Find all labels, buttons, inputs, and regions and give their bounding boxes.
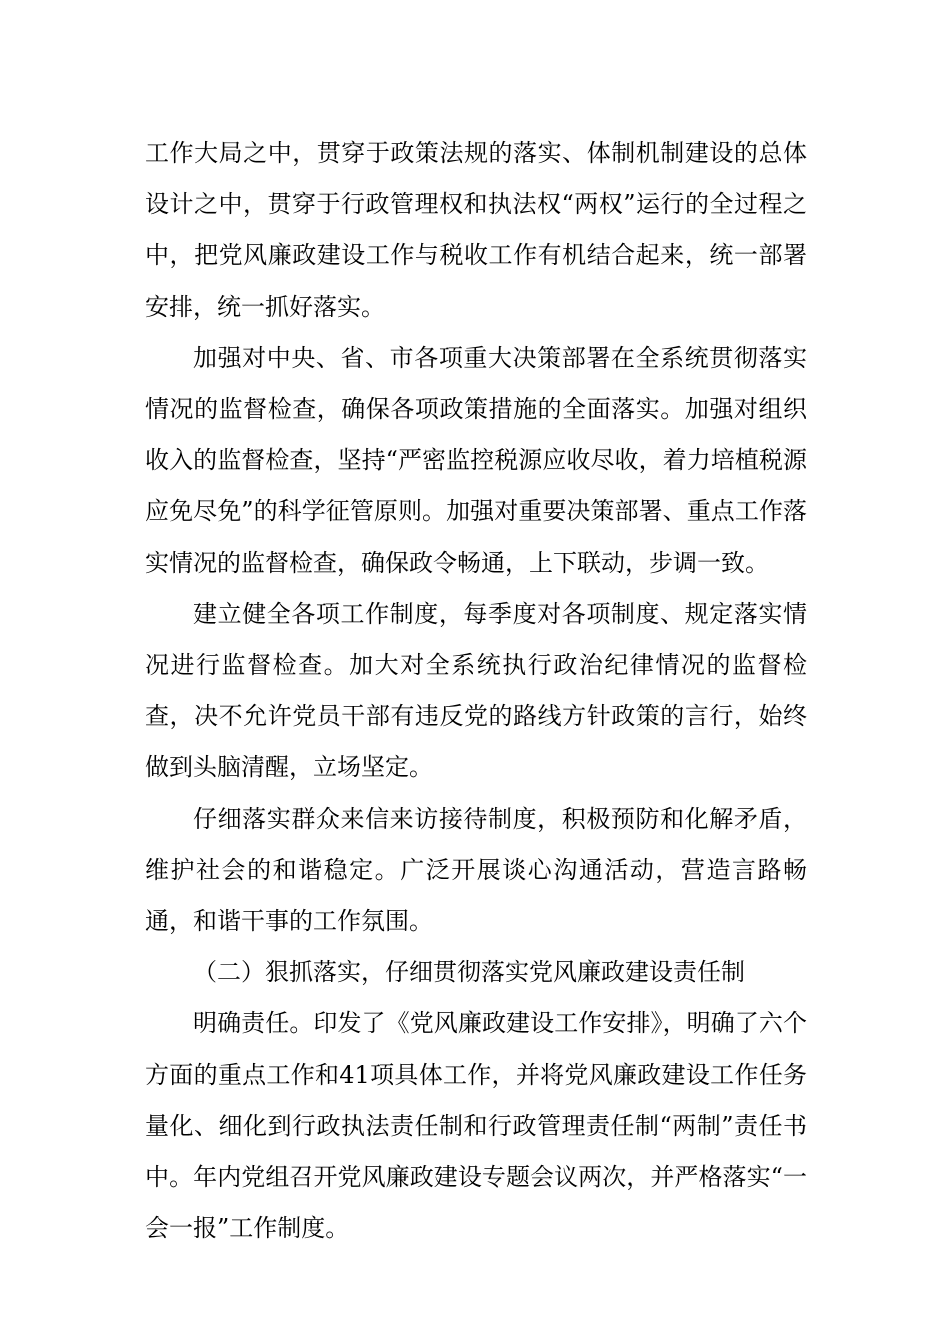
paragraph-work-systems: 建立健全各项工作制度，每季度对各项制度、规定落实情况进行监督检查。加大对全系统执行政治纪律情况的监督检查，决不允许党员干部有违反党的路线方针政策的言行，始终做到头脑清醒，立场坚定。 <box>145 599 807 782</box>
document-body <box>145 128 807 1254</box>
paragraph-continuation: 工作大局之中，贯穿于政策法规的落实、体制机制建设的总体设计之中，贯穿于行政管理权和执法权“两权”运行的全过程之中，把党风廉政建设工作与税收工作有机结合起来，统一部署安排，统一抓好落实。 <box>145 139 807 321</box>
paragraph-clarify-responsibility: 明确责任。印发了《党风廉政建设工作安排》，明确了六个方面的重点工作和41项具体工作，并将党风廉政建设工作任务量化、细化到行政执法责任制和行政管理责任制“两制”责任书中。年内党组召开党风廉政建设专题会议两次，并严格落实“一会一报”工作制度。 <box>145 1009 807 1243</box>
section-heading: （二）狠抓落实，仔细贯彻落实党风廉政建设责任制 <box>193 958 745 987</box>
paragraph-public-petitions: 仔细落实群众来信来访接待制度，积极预防和化解矛盾，维护社会的和谐稳定。广泛开展谈心沟通活动，营造言路畅通，和谐干事的工作氛围。 <box>145 804 807 936</box>
paragraph-supervision-decisions: 加强对中央、省、市各项重大决策部署在全系统贯彻落实情况的监督检查，确保各项政策措施的全面落实。加强对组织收入的监督检查，坚持“严密监控税源应收尽收，着力培植税源应免尽免”的科学征管原则。加强对重要决策部署、重点工作落实情况的监督检查，确保政令畅通，上下联动，步调一致。 <box>145 343 807 577</box>
